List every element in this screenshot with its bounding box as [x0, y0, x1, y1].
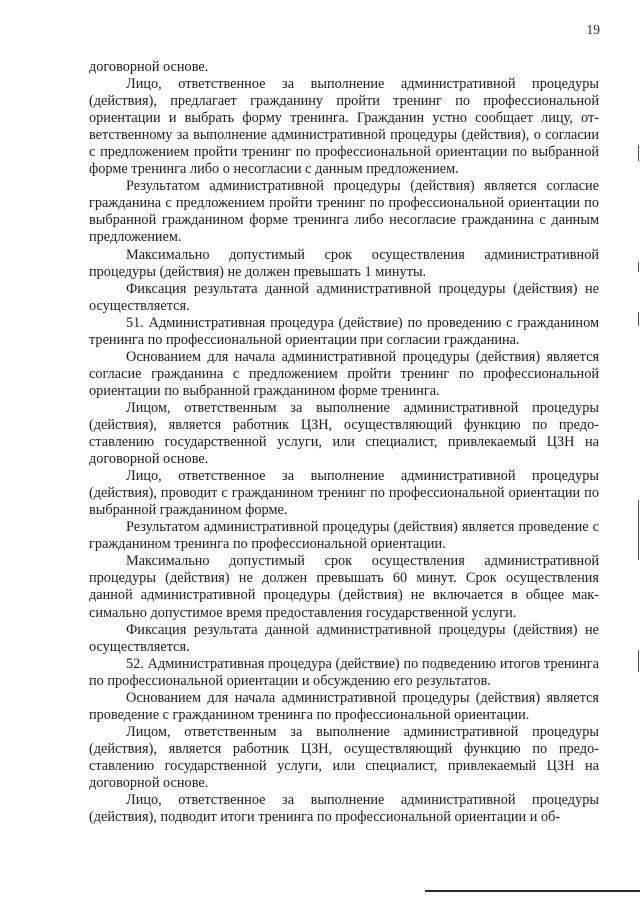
paragraph: Лицом, ответственным за выполнение административной процедуры (действия), является работник ЦЗН, осуществляющий функцию по предоставлению государственной услуги, или специалист, привлекаемый ЦЗН на договорной основе.	[89, 399, 599, 468]
scan-bottom-edge-line	[425, 890, 640, 892]
paragraph: Лицо, ответственное за выполнение административной процедуры (действия), подводит итоги тренинга по профессиональной ориентации и об-	[89, 792, 599, 826]
scan-edge-mark	[638, 262, 639, 272]
scan-edge-mark	[638, 312, 639, 326]
section-51-heading: 51. Административная процедура (действие) по проведению с гражданином тренинга по профессиональной ориентации при согласии гражданина.	[89, 314, 599, 348]
paragraph: Лицо, ответственное за выполнение административной процедуры (действия), проводит с гражданином тренинг по профессиональной ориентации по выбранной гражданином форме.	[89, 468, 599, 519]
section-52-heading: 52. Административная процедура (действие) по подведению итогов тренинга по профессиональной ориентации и обсуждению его результатов.	[89, 655, 599, 689]
paragraph: Результатом административной процедуры (действия) является проведение с гражданином тренинга по профессиональной ориентации.	[89, 519, 599, 553]
paragraph: Фиксация результата данной административной процедуры (действия) не осуществляется.	[89, 280, 599, 314]
paragraph: Лицом, ответственным за выполнение административной процедуры (действия), является работник ЦЗН, осуществляющий функцию по предоставлению государственной услуги, или специалист, привлекаемый ЦЗН на договорной основе.	[89, 723, 599, 791]
paragraph: Фиксация результата данной административной процедуры (действия) не осуществляется.	[89, 621, 599, 655]
paragraph: Результатом административной процедуры (действия) является согласие гражданина с предложением пройти тренинг по профессиональной ориентации по выбранной гражданином форме тренинга либо несогласие гражданина с данным предложением.	[89, 178, 599, 246]
scan-edge-mark	[638, 145, 639, 161]
paragraph: Максимально допустимый срок осуществления административной процедуры (действия) не должен превышать 60 минут. Срок осуществления данной административной процедуры (действия) не включается в общее максимально допустимое время предоставления государственной услуги.	[89, 553, 599, 621]
document-body	[89, 59, 599, 826]
paragraph: Максимально допустимый срок осуществления административной процедуры (действия) не должен превышать 1 минуты.	[89, 246, 599, 280]
paragraph: Лицо, ответственное за выполнение административной процедуры (действия), предлагает гражданину пройти тренинг по профессиональной ориентации и выбрать форму тренинга. Гражданин устно сообщает лицу, ответственному за выполнение административной процедуры (действия), о согласии с предложением пройти тренинг по профессиональной ориентации по выбранной форме тренинга либо о несогласии с данным предложением.	[89, 76, 599, 178]
paragraph: Основанием для начала административной процедуры (действия) является проведение с гражданином тренинга по профессиональной ориентации.	[89, 689, 599, 723]
scan-edge-mark	[638, 500, 639, 560]
paragraph: Основанием для начала административной процедуры (действия) является согласие гражданина с предложением пройти тренинг по профессиональной ориентации по выбранной гражданином форме тренинга.	[89, 348, 599, 399]
scan-edge-mark	[638, 650, 639, 672]
paragraph-continuation: договорной основе.	[89, 59, 209, 75]
page-number: 19	[586, 22, 600, 37]
